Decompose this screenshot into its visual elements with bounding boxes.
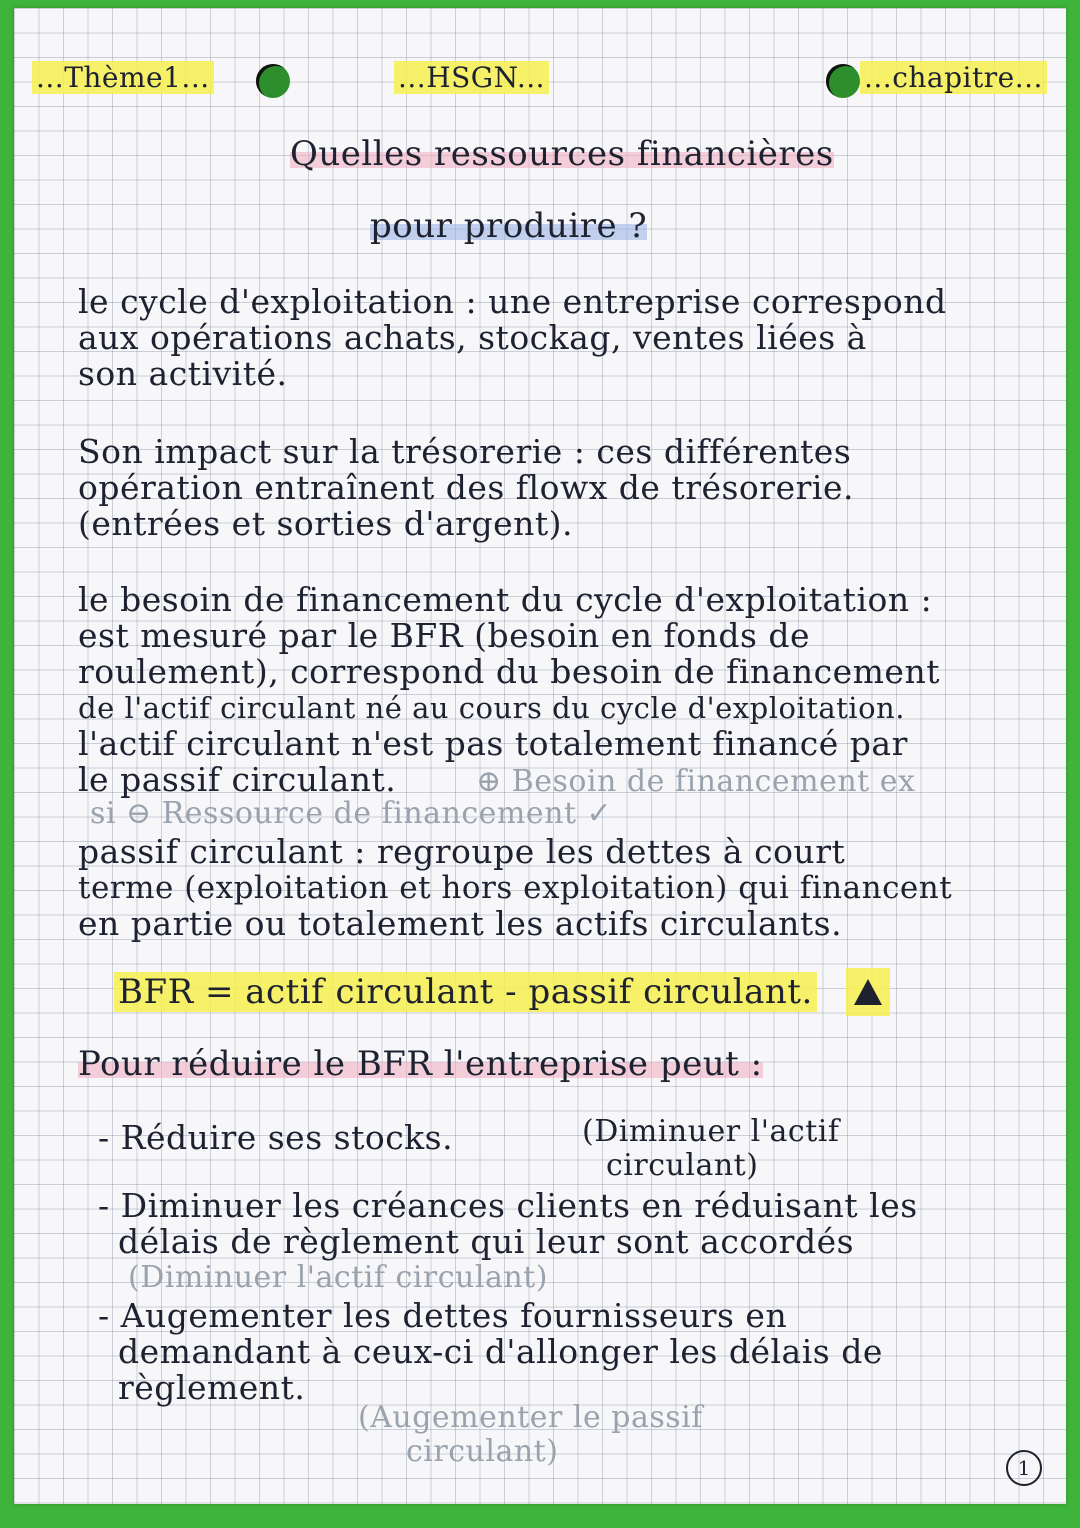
punch-hole-right bbox=[826, 64, 860, 98]
p3-line-2: est mesuré par le BFR (besoin en fonds de bbox=[78, 616, 811, 655]
list-item-1: - Réduire ses stocks. bbox=[98, 1118, 454, 1157]
p1-line-2: aux opérations achats, stockag, ventes liées à bbox=[78, 318, 867, 357]
header-subject: ...HSGN... bbox=[394, 60, 549, 96]
reduce-intro: Pour réduire le BFR l'entreprise peut : bbox=[78, 1044, 763, 1084]
list-item-3-note-line-2: circulant) bbox=[406, 1434, 559, 1469]
list-item-3-line-3: règlement. bbox=[118, 1368, 306, 1407]
p1-line-1: le cycle d'exploitation : une entreprise correspond bbox=[78, 282, 947, 321]
p3-line-1: le besoin de financement du cycle d'exploitation : bbox=[78, 580, 933, 619]
title-line-1: Quelles ressources financières bbox=[290, 134, 834, 174]
list-item-2-line-2: délais de règlement qui leur sont accordés bbox=[118, 1222, 855, 1261]
p3-line-3: roulement), correspond du besoin de financement bbox=[78, 652, 940, 691]
list-item-3-note-line-1: (Augementer le passif bbox=[358, 1400, 703, 1435]
p4-line-1: passif circulant : regroupe les dettes à court bbox=[78, 832, 846, 871]
list-item-1-note-line-2: circulant) bbox=[606, 1148, 759, 1183]
bfr-formula: BFR = actif circulant - passif circulant. bbox=[114, 974, 890, 1010]
list-item-3-line-2: demandant à ceux-ci d'allonger les délais de bbox=[118, 1332, 883, 1371]
title-line-2: pour produire ? bbox=[370, 206, 648, 246]
p1-line-3: son activité. bbox=[78, 354, 288, 393]
list-item-2-note: (Diminuer l'actif circulant) bbox=[128, 1260, 548, 1295]
p4-line-3: en partie ou totalement les actifs circulants. bbox=[78, 904, 843, 943]
page-number: 1 bbox=[1006, 1450, 1042, 1486]
warning-icon bbox=[846, 968, 890, 1016]
list-item-3-line-1: - Augementer les dettes fournisseurs en bbox=[98, 1296, 788, 1335]
p3-line-4: de l'actif circulant né au cours du cycle d'exploitation. bbox=[78, 691, 905, 725]
p3-pencil-note-1: ⊕ Besoin de financement ex bbox=[476, 764, 916, 799]
notebook-page bbox=[14, 8, 1066, 1504]
header-theme: ...Thème1... bbox=[32, 60, 214, 96]
p3-pencil-note-2: si ⊖ Ressource de financement ✓ bbox=[90, 796, 613, 831]
p3-line-5: l'actif circulant n'est pas totalement financé par bbox=[78, 724, 908, 763]
p2-line-1: Son impact sur la trésorerie : ces différentes bbox=[78, 432, 852, 471]
punch-hole-left bbox=[256, 64, 290, 98]
p3-line-6: le passif circulant. bbox=[78, 760, 397, 799]
header-chapter: ...chapitre... bbox=[860, 60, 1047, 96]
p4-line-2: terme (exploitation et hors exploitation) qui financent bbox=[78, 870, 953, 906]
list-item-2-line-1: - Diminuer les créances clients en réduisant les bbox=[98, 1186, 918, 1225]
list-item-1-note-line-1: (Diminuer l'actif bbox=[582, 1114, 840, 1149]
p2-line-2: opération entraînent des flowx de trésorerie. bbox=[78, 468, 854, 507]
p2-line-3: (entrées et sorties d'argent). bbox=[78, 504, 573, 543]
